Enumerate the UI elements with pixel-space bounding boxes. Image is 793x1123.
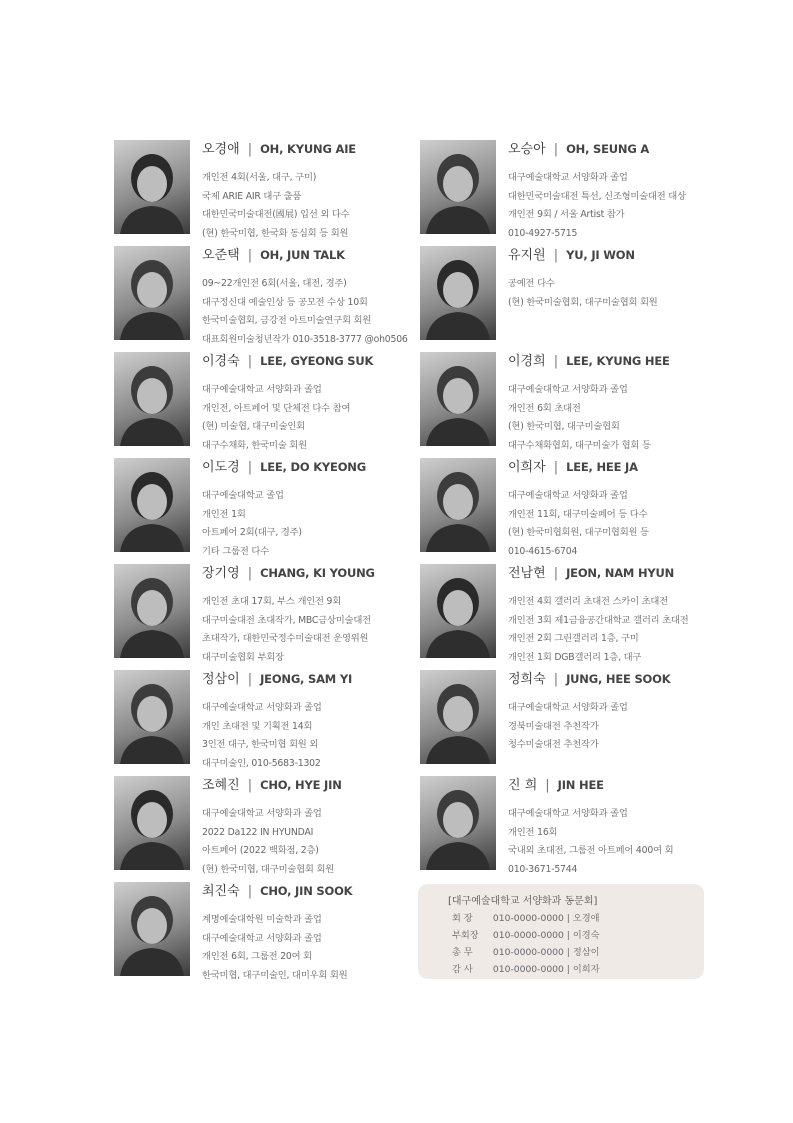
artist-photo [420,246,496,340]
artist-name-line [508,564,738,583]
artist-card [114,670,414,768]
artist-photo [114,776,190,870]
bio-line: 대구예술대학교 서양화과 졸업 [508,808,628,819]
artist-korean-name: 유지원 [508,248,546,263]
association-member-row [452,944,599,961]
bio-line: 한국미술협회, 금강전 아트미술연구회 회원 [202,315,372,326]
artist-card [114,352,414,450]
artist-bio [202,699,432,773]
artist-bio [202,487,432,561]
artist-english-name: JEON, NAM HYUN [566,566,675,580]
artist-korean-name: 진 희 [508,778,538,793]
artist-korean-name: 정삼이 [202,672,240,687]
artist-photo [114,458,190,552]
artist-card [420,776,720,874]
artist-photo [114,352,190,446]
artist-name-line [508,352,738,371]
artist-info [508,246,738,312]
portrait-silhouette-icon [114,352,190,446]
bio-line: 대구미술인, 010-5683-1302 [202,757,321,769]
artist-info [202,458,432,561]
bio-line: 기타 그룹전 다수 [202,545,269,557]
artist-name-line [202,458,432,477]
artist-photo [114,564,190,658]
portrait-silhouette-icon [114,776,190,870]
member-role: 감 사 [452,964,473,975]
artist-korean-name: 이경희 [508,354,546,369]
bio-line: 010-4927-5715 [508,227,578,239]
bio-line: 개인전 4회 갤러리 초대전 스카이 초대전 [508,596,668,607]
artist-photo [420,670,496,764]
artist-card [114,564,414,662]
artist-card [114,140,414,238]
name-separator: | [247,460,253,475]
member-role: 회 장 [452,913,473,924]
bio-line: 한국미협, 대구미술인, 대미우회 회원 [202,969,348,981]
bio-line: 대구예술대학교 서양화과 졸업 [202,932,322,944]
name-separator: | [247,354,253,369]
name-separator: | [553,248,559,263]
bio-line: 아트페어 (2022 백화점, 2층) [202,845,319,856]
name-separator: | [247,566,253,581]
bio-line: (현) 한국미협회원, 대구미협회원 등 [508,527,649,538]
bio-line: 계명예술대학원 미술학과 졸업 [202,914,322,925]
bio-line: 대한민국미술대전 특선, 신조형미술대전 대상 [508,190,686,202]
alumni-association-box [418,884,704,979]
artist-korean-name: 이희자 [508,460,546,475]
artist-card [420,246,720,344]
artist-info [202,882,432,985]
bio-line: 개인전 2회 그린갤러리 1층, 구미 [508,633,639,644]
bio-line: 개인전 16회 [508,826,558,838]
member-divider: | [566,913,573,924]
artist-bio [508,381,738,455]
artist-info [202,352,432,455]
artist-english-name: OH, KYUNG AIE [260,142,356,156]
bio-line: (현) 한국미협, 대구미술협회 [508,421,620,432]
bio-line: 대구수채화, 한국미술 회원 [202,439,307,451]
artist-bio [508,275,738,312]
artist-name-line [202,776,432,795]
member-role: 부회장 [452,930,479,941]
artist-info [202,670,432,773]
artist-card [420,352,720,450]
artist-english-name: CHANG, KI YOUNG [260,566,375,580]
bio-line: 대구미술협회 부회장 [202,651,284,663]
bio-line: 개인전, 아트페어 및 단체전 다수 참여 [202,402,351,414]
association-title: [대구예술대학교 서양화과 동문회] [448,896,598,907]
artist-english-name: LEE, GYEONG SUK [260,354,374,368]
artist-english-name: CHO, JIN SOOK [260,884,353,898]
portrait-silhouette-icon [420,140,496,234]
bio-line: 대한민국미술대전(國展) 입선 외 다수 [202,209,350,220]
member-divider: | [566,964,573,975]
artist-english-name: JIN HEE [557,778,604,792]
artist-photo [114,140,190,234]
artist-korean-name: 이경숙 [202,354,240,369]
artist-card [420,670,720,768]
artist-card [420,140,720,238]
artist-english-name: OH, SEUNG A [566,142,650,156]
artist-korean-name: 정희숙 [508,672,546,687]
artist-english-name: OH, JUN TALK [260,248,345,262]
bio-line: 대표회원미술청년작가 010-3518-3777 @oh0506 [202,333,408,345]
artist-card [420,564,720,662]
artist-english-name: YU, JI WON [566,248,635,262]
portrait-silhouette-icon [114,882,190,976]
artist-bio [202,805,432,879]
artist-korean-name: 이도경 [202,460,240,475]
bio-line: 개인전 11회, 대구미술페어 등 다수 [508,508,648,520]
artist-korean-name: 조혜진 [202,778,240,793]
artist-bio [508,699,738,755]
artist-bio [202,911,432,985]
artist-photo [420,352,496,446]
bio-line: 개인전 4회(서울, 대구, 구미) [202,172,317,183]
artist-card [420,458,720,556]
bio-line: (현) 한국미협, 대구미술협회 회원 [202,863,335,875]
artist-name-line [202,564,432,583]
bio-line: 경북미술대전 추천작가 [508,720,599,732]
artist-bio [508,487,738,561]
member-phone: 010-0000-0000 [492,930,564,941]
name-separator: | [553,142,559,157]
member-name: 정삼이 [572,947,600,958]
artist-info [202,246,432,349]
name-separator: | [553,460,559,475]
artist-korean-name: 전남현 [508,566,546,581]
bio-line: 공예전 다수 [508,278,555,289]
bio-line: 09~22개인전 6회(서울, 대전, 경주) [202,278,347,289]
portrait-silhouette-icon [114,458,190,552]
artist-name-line [508,670,738,689]
name-separator: | [545,778,550,793]
artist-name-line [508,458,738,477]
member-phone: 010-0000-0000 [492,964,564,975]
name-separator: | [247,884,253,899]
artist-photo [420,458,496,552]
member-name: 이경숙 [572,930,600,941]
member-name: 이희자 [572,964,600,975]
association-member-list [452,910,599,978]
artist-name-line [202,246,432,265]
bio-line: 초대작가, 대한민국정수미술대전 운영위원 [202,633,369,644]
bio-line: 개인전 1회 [202,508,246,520]
artist-photo [114,670,190,764]
artist-english-name: JUNG, HEE SOOK [566,672,671,686]
member-role: 총 무 [452,947,473,958]
bio-line: 010-3671-5744 [508,863,578,875]
bio-line: 국제 ARIE AIR 대구 출품 [202,190,302,202]
member-divider: | [566,930,573,941]
artist-photo [420,776,496,870]
name-separator: | [247,672,253,687]
artist-info [202,564,432,667]
artist-bio [202,593,432,667]
member-name: 오경애 [572,913,600,924]
artist-korean-name: 오준택 [202,248,240,263]
bio-line: 대구미술대전 초대작가, MBC금상미술대전 [202,614,371,626]
name-separator: | [553,566,559,581]
artist-bio [202,275,432,349]
artist-card [114,246,414,344]
artist-photo [420,564,496,658]
bio-line: 대구예술대학교 서양화과 졸업 [202,384,322,395]
bio-line: (현) 한국미술협회, 대구미술협회 회원 [508,296,658,308]
member-phone: 010-0000-0000 [492,913,564,924]
name-separator: | [247,142,253,157]
bio-line: 청수미술대전 추천작가 [508,739,599,750]
bio-line: 3인전 대구, 한국미협 회원 외 [202,739,319,750]
artist-korean-name: 오경애 [202,142,240,157]
bio-line: 대구예술대학교 서양화과 졸업 [508,172,628,183]
bio-line: (현) 한국미협, 한국화 동심회 등 회원 [202,227,349,239]
artist-english-name: CHO, HYE JIN [260,778,342,792]
artist-english-name: LEE, KYUNG HEE [566,354,670,368]
bio-line: 개인전 초대 17회, 부스 개인전 9회 [202,596,342,607]
artist-english-name: JEONG, SAM YI [260,672,353,686]
artist-info [508,670,738,755]
bio-line: 대구정신대 예술인상 등 공모전 수상 10회 [202,296,368,308]
bio-line: 2022 Da122 IN HYUNDAI [202,826,314,838]
bio-line: 대구예술대학교 서양화과 졸업 [508,702,628,713]
portrait-silhouette-icon [420,776,496,870]
artist-bio [508,593,738,667]
artist-photo [114,246,190,340]
artist-card [114,776,414,874]
artist-photo [114,882,190,976]
bio-line: 개인전 6회, 그룹전 20여 회 [202,951,312,962]
artist-bio [202,169,432,243]
bio-line: 대구예술대학교 서양화과 졸업 [508,490,628,501]
artist-name-line [202,140,432,159]
bio-line: 개인전 3회 제1금융공간대학교 갤러리 초대전 [508,614,689,626]
bio-line: 개인전 9회 / 서울 Artist 참가 [508,209,625,220]
artist-info [202,776,432,879]
artist-info [508,140,738,243]
artist-info [508,776,738,879]
bio-line: 국내외 초대전, 그룹전 아트페어 400여 회 [508,845,674,856]
bio-line: 010-4615-6704 [508,545,578,557]
artist-info [508,352,738,455]
artist-photo [420,140,496,234]
bio-line: (현) 미술협, 대구미술인회 [202,421,305,432]
bio-line: 대구예술대학교 졸업 [202,490,284,501]
artist-korean-name: 장기영 [202,566,240,581]
portrait-silhouette-icon [114,564,190,658]
artist-info [508,458,738,561]
artist-bio [508,169,738,243]
bio-line: 대구예술대학교 서양화과 졸업 [202,808,322,819]
bio-line: 대구예술대학교 서양화과 졸업 [202,702,322,713]
bio-line: 대구수채화협회, 대구미술가 협회 등 [508,439,651,451]
artist-name-line [508,246,738,265]
artist-korean-name: 오승아 [508,142,546,157]
portrait-silhouette-icon [114,246,190,340]
artist-name-line [508,776,738,795]
member-phone: 010-0000-0000 [492,947,564,958]
portrait-silhouette-icon [420,246,496,340]
association-member-row [452,910,599,927]
artist-card [114,458,414,556]
artist-korean-name: 최진숙 [202,884,240,899]
artist-name-line [202,670,432,689]
artist-name-line [202,352,432,371]
name-separator: | [247,248,253,263]
artist-english-name: LEE, DO KYEONG [260,460,366,474]
portrait-silhouette-icon [420,670,496,764]
name-separator: | [553,354,559,369]
association-member-row [452,961,599,978]
portrait-silhouette-icon [114,140,190,234]
artist-bio [508,805,738,879]
bio-line: 아트페어 2회(대구, 경주) [202,527,302,538]
portrait-silhouette-icon [420,352,496,446]
portrait-silhouette-icon [420,564,496,658]
bio-line: 개인 초대전 및 기획전 14회 [202,720,313,732]
artist-info [202,140,432,243]
artist-info [508,564,738,667]
artist-english-name: LEE, HEE JA [566,460,638,474]
artist-card [114,882,414,980]
bio-line: 개인전 6회 초대전 [508,402,581,414]
artist-bio [202,381,432,455]
name-separator: | [247,778,253,793]
bio-line: 개인전 1회 DGB갤러리 1층, 대구 [508,651,642,663]
portrait-silhouette-icon [114,670,190,764]
member-divider: | [566,947,573,958]
bio-line: 대구예술대학교 서양화과 졸업 [508,384,628,395]
artist-name-line [202,882,432,901]
portrait-silhouette-icon [420,458,496,552]
name-separator: | [553,672,559,687]
artist-name-line [508,140,738,159]
association-member-row [452,927,599,944]
